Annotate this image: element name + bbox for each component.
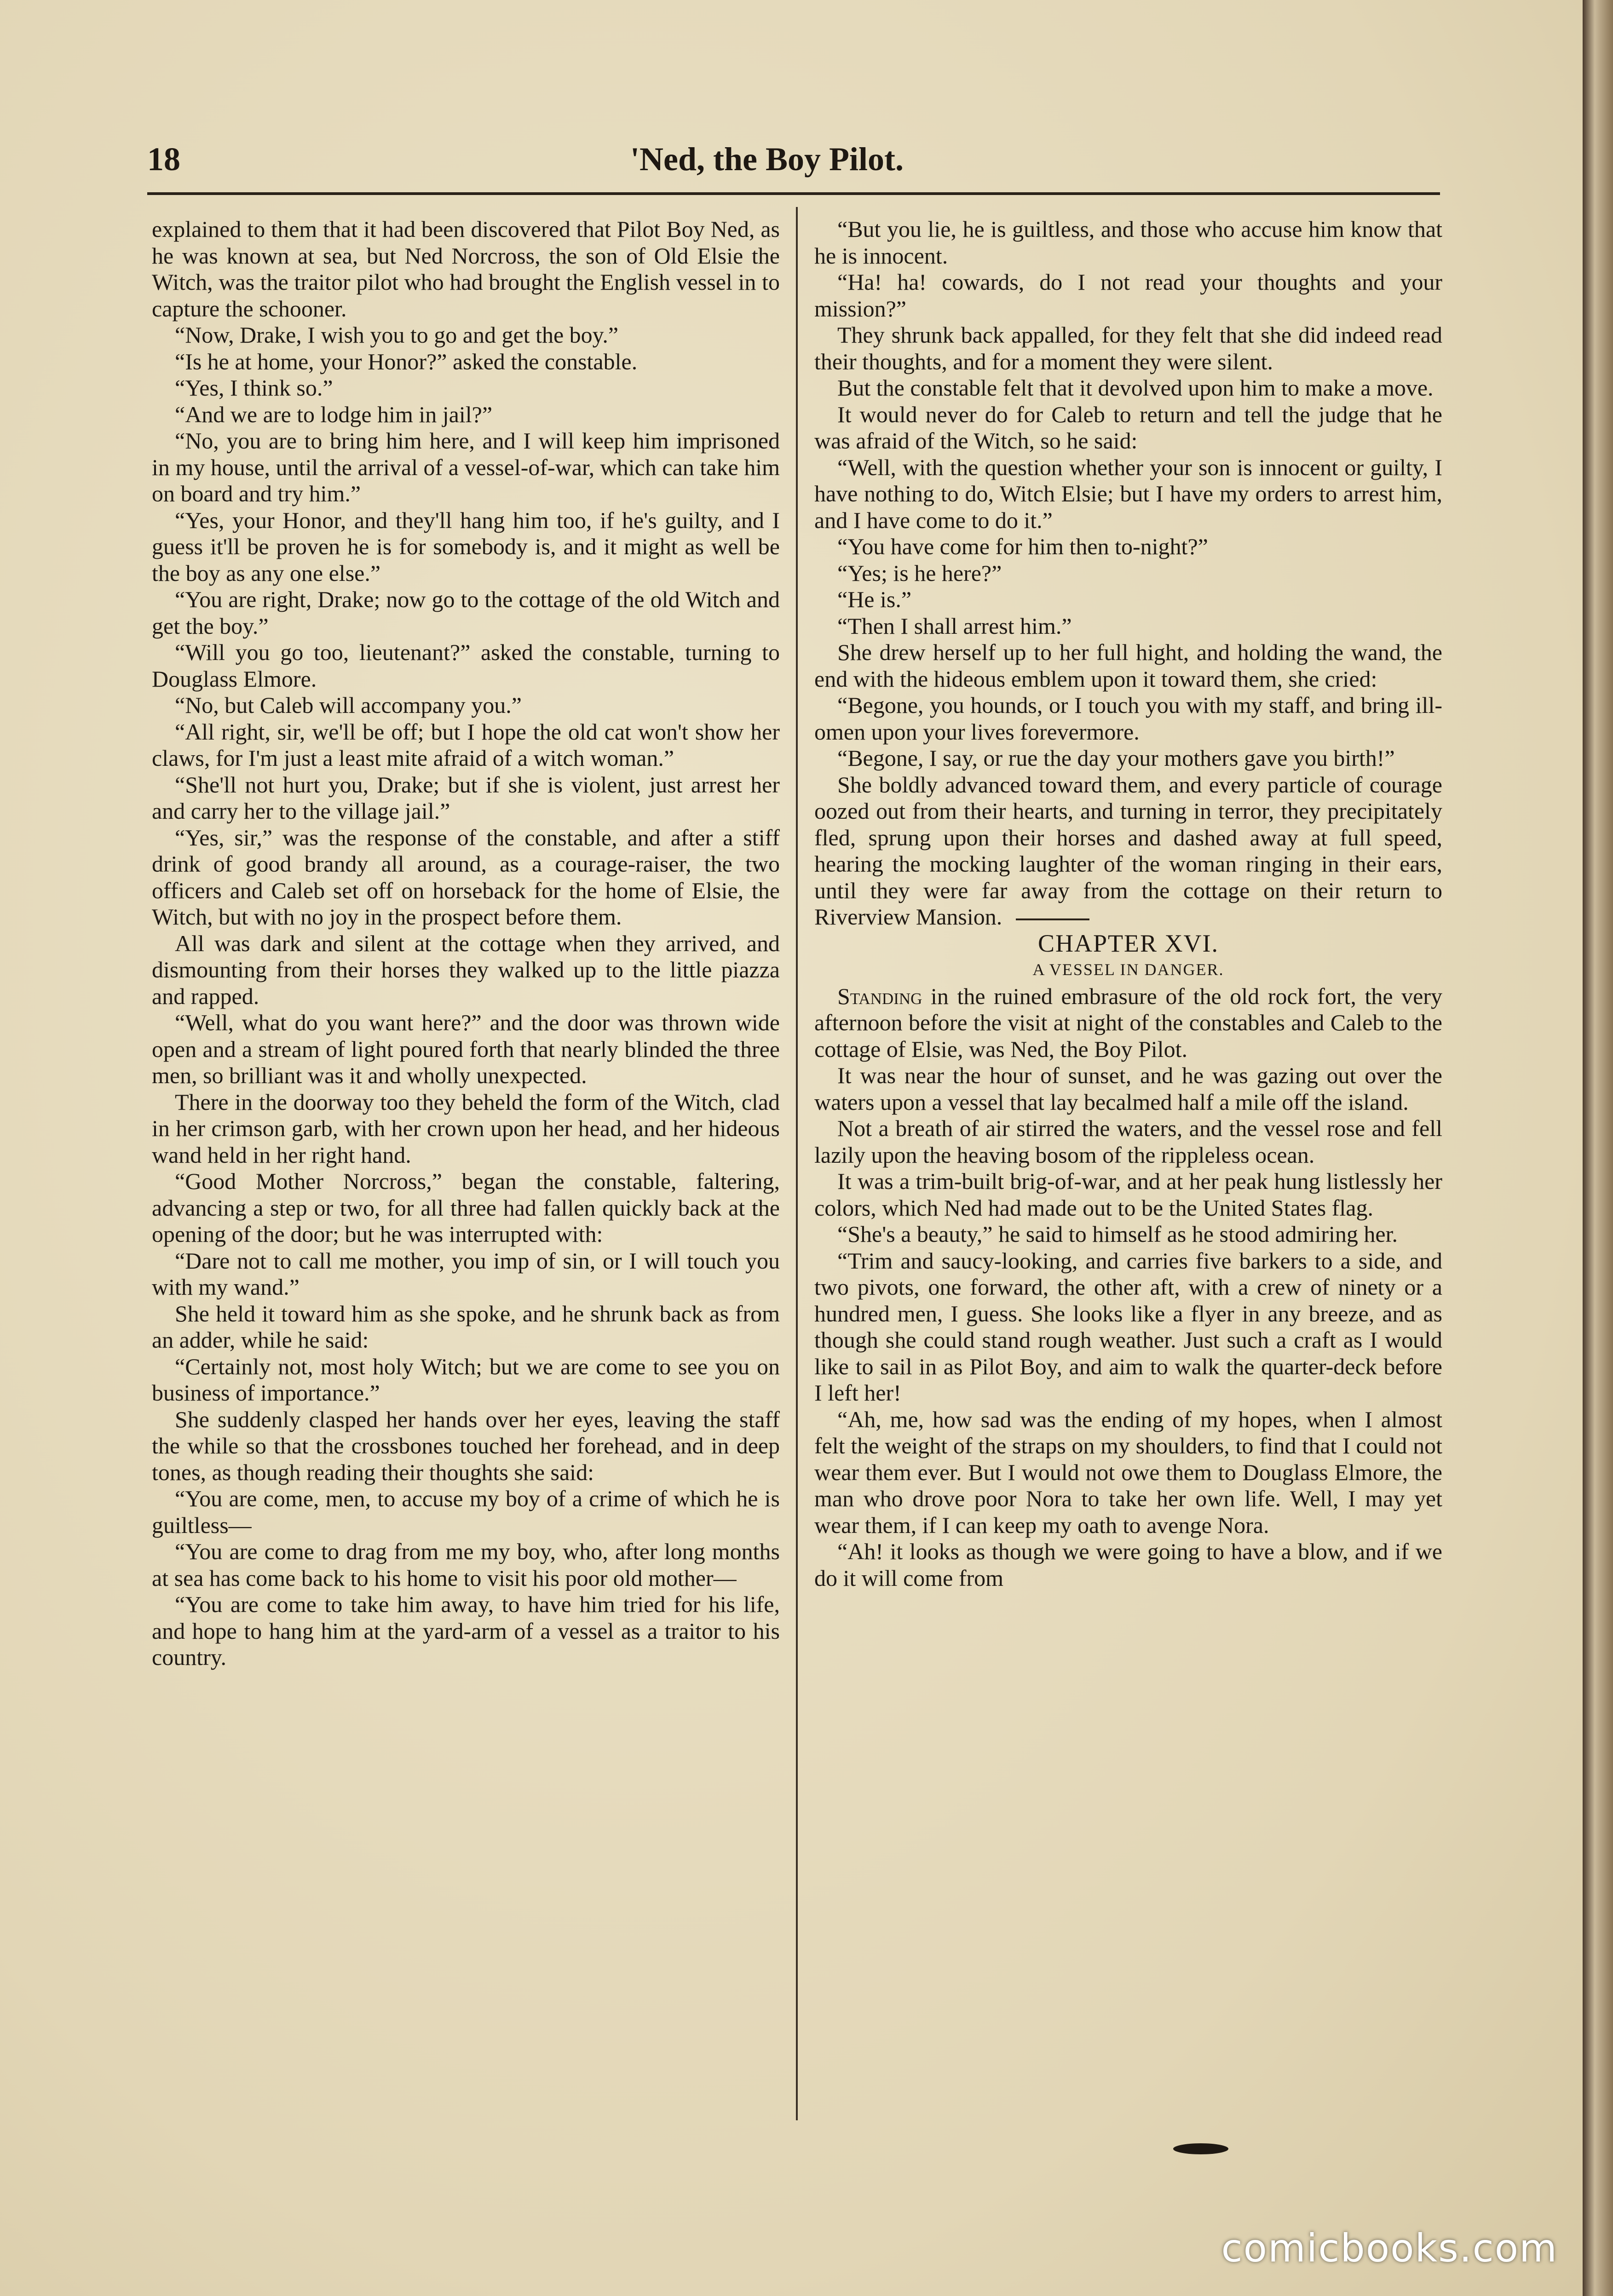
- paragraph: “Ah, me, how sad was the ending of my hopes, when I almost felt the weight of the straps on my shoulders, to find that I could not wear them ever. But I would not owe them to Douglass Elmore, the man who drove poor Nora to take her own life. Well, I may yet wear them, if I can keep my oath to avenge Nora.: [814, 1406, 1442, 1538]
- paragraph: “You are come, men, to accuse my boy of a crime of which he is guiltless—: [152, 1486, 780, 1538]
- left-column: [152, 216, 780, 1671]
- paragraph: “No, but Caleb will accompany you.”: [175, 692, 522, 718]
- column-divider: [796, 207, 798, 2120]
- section-end-rule: [1016, 918, 1089, 920]
- paragraph: “Certainly not, most holy Witch; but we are come to see you on business of importance.”: [152, 1353, 780, 1406]
- paragraph: It was near the hour of sunset, and he was gazing out over the waters upon a vessel that lay becalmed half a mile off the island.: [814, 1062, 1442, 1115]
- paragraph: “Begone, I say, or rue the day your mothers gave you birth!”: [837, 745, 1395, 771]
- paragraph: “No, you are to bring him here, and I will keep him imprisoned in my house, until the arrival of a vessel-of-war, which can take him on board and try him.”: [152, 428, 780, 506]
- paragraph: She held it toward him as she spoke, and he shrunk back as from an adder, while he said:: [152, 1300, 780, 1353]
- page-header: [147, 140, 1435, 186]
- chapter-title: CHAPTER XVI.: [1037, 929, 1219, 957]
- paragraph: It would never do for Caleb to return and tell the judge that he was afraid of the Witch, so he said:: [814, 401, 1442, 453]
- paragraph: All was dark and silent at the cottage when they arrived, and dismounting from their horses they walked up to the little piazza and rapped.: [152, 930, 780, 1009]
- ink-smudge: [1173, 2143, 1228, 2154]
- paragraph: “You are come to drag from me my boy, who, after long months at sea has come back to his home to visit his poor old mother—: [152, 1538, 780, 1591]
- chapter-opening-paragraph: [814, 983, 1442, 1063]
- paragraph: “You are come to take him away, to have him tried for his life, and hope to hang him at the yard-arm of a vessel as a traitor to his country.: [152, 1591, 780, 1670]
- paragraph: But the constable felt that it devolved upon him to make a move.: [837, 375, 1434, 401]
- paragraph: “She'll not hurt you, Drake; but if she is violent, just arrest her and carry her to the village jail.”: [152, 771, 780, 824]
- paragraph: “Is he at home, your Honor?” asked the constable.: [175, 348, 638, 374]
- header-rule: [147, 192, 1440, 195]
- paragraph: “Dare not to call me mother, you imp of sin, or I will touch you with my wand.”: [152, 1247, 780, 1300]
- paragraph: It was a trim-built brig-of-war, and at her peak hung listlessly her colors, which Ned had made out to be the United States flag.: [814, 1168, 1442, 1221]
- paragraph: “Trim and saucy-looking, and carries five barkers to a side, and two pivots, one forward, the other aft, with a crew of ninety or a hundred men, I guess. She looks like a flyer in any breeze, and as though she could stand rough weather. Just such a craft as I would like to sail in as Pilot Boy, and aim to walk the quarter-deck before I left her!: [814, 1247, 1442, 1406]
- paragraph: “And we are to lodge him in jail?”: [175, 401, 493, 427]
- paragraph: She drew herself up to her full hight, and holding the wand, the end with the hideous emblem upon it toward them, she cried:: [814, 639, 1442, 692]
- paragraph: “Now, Drake, I wish you to go and get the boy.”: [175, 322, 619, 348]
- paragraph: She suddenly clasped her hands over her eyes, leaving the staff the while so that the crossbones touched her forehead, and in deep tones, as though reading their thoughts she said:: [152, 1406, 780, 1485]
- paragraph: “You have come for him then to-night?”: [837, 534, 1208, 559]
- paragraph: “Begone, you hounds, or I touch you with my staff, and bring ill-omen upon your lives forevermore.: [814, 692, 1442, 745]
- paragraph: “All right, sir, we'll be off; but I hope the old cat won't show her claws, for I'm just a least mite afraid of a witch woman.”: [152, 718, 780, 771]
- paragraph: “You are right, Drake; now go to the cottage of the old Witch and get the boy.”: [152, 586, 780, 639]
- paragraph: “Yes; is he here?”: [837, 560, 1002, 586]
- paragraph: “Yes, your Honor, and they'll hang him too, if he's guilty, and I guess it'll be proven he is for somebody is, and it might as well be the boy as any one else.”: [152, 507, 780, 586]
- paragraph: There in the doorway too they beheld the form of the Witch, clad in her crimson garb, with her crown upon her head, and her hideous wand held in her right hand.: [152, 1089, 780, 1168]
- paragraph: “Well, what do you want here?” and the door was thrown wide open and a stream of light poured forth that nearly blinded the three men, so brilliant was it and wholly unexpected.: [152, 1010, 780, 1088]
- paragraph: “He is.”: [837, 586, 912, 612]
- paragraph: “But you lie, he is guiltless, and those who accuse him know that he is innocent.: [814, 216, 1442, 269]
- chapter-subtitle: A VESSEL IN DANGER.: [1032, 960, 1224, 979]
- paragraph: Not a breath of air stirred the waters, and the vessel rose and fell lazily upon the heaving bosom of the rippleless ocean.: [814, 1115, 1442, 1168]
- watermark: comicbooks.com: [1221, 2226, 1558, 2271]
- paragraph: “Will you go too, lieutenant?” asked the constable, turning to Douglass Elmore.: [152, 639, 780, 692]
- right-column: [814, 216, 1442, 1591]
- paragraph: explained to them that it had been discovered that Pilot Boy Ned, as he was known at sea, but Ned Norcross, the son of Old Elsie the Witch, was the traitor pilot who had brought the English vessel in to capture the schooner.: [152, 216, 780, 321]
- paragraph: [814, 772, 1442, 930]
- paragraph: “Then I shall arrest him.”: [837, 613, 1072, 639]
- page-number: 18: [147, 141, 180, 178]
- paragraph: “Ha! ha! cowards, do I not read your thoughts and your mission?”: [814, 269, 1442, 321]
- paragraph: “Good Mother Norcross,” began the constable, faltering, advancing a step or two, for all three had fallen quickly back at the opening of the door; but he was interrupted with:: [152, 1168, 780, 1247]
- binding-edge: [1583, 0, 1613, 2296]
- paragraph-text: She boldly advanced toward them, and every particle of courage oozed out from their hearts, and turning in terror, they precipitately fled, sprung upon their horses and dashed away at full speed, hearing the mocking laughter of the woman ringing in their ears, until they were far away from the cottage on their return to Riverview Mansion.: [814, 771, 1442, 930]
- paragraph: “Yes, I think so.”: [175, 375, 333, 401]
- paragraph: “Well, with the question whether your son is innocent or guilty, I have nothing to do, Witch Elsie; but I have my orders to arrest him, and I have come to do it.”: [814, 454, 1442, 533]
- lead-word: Standing: [837, 983, 922, 1009]
- running-title: 'Ned, the Boy Pilot.: [630, 141, 904, 178]
- paragraph: They shrunk back appalled, for they felt that she did indeed read their thoughts, and for a moment they were silent.: [814, 322, 1442, 374]
- paragraph: “Yes, sir,” was the response of the constable, and after a stiff drink of good brandy all around, as a courage-raiser, the two officers and Caleb set off on horseback for the home of Elsie, the Witch, but with no joy in the prospect before them.: [152, 824, 780, 930]
- paragraph: “She's a beauty,” he said to himself as he stood admiring her.: [837, 1221, 1398, 1247]
- lead-text: in the ruined embrasure of the old rock fort, the very afternoon before the visit at night of the constables and Caleb to the cottage of Elsie, was Ned, the Boy Pilot.: [814, 983, 1442, 1062]
- paragraph: “Ah! it looks as though we were going to have a blow, and if we do it will come from: [814, 1538, 1442, 1591]
